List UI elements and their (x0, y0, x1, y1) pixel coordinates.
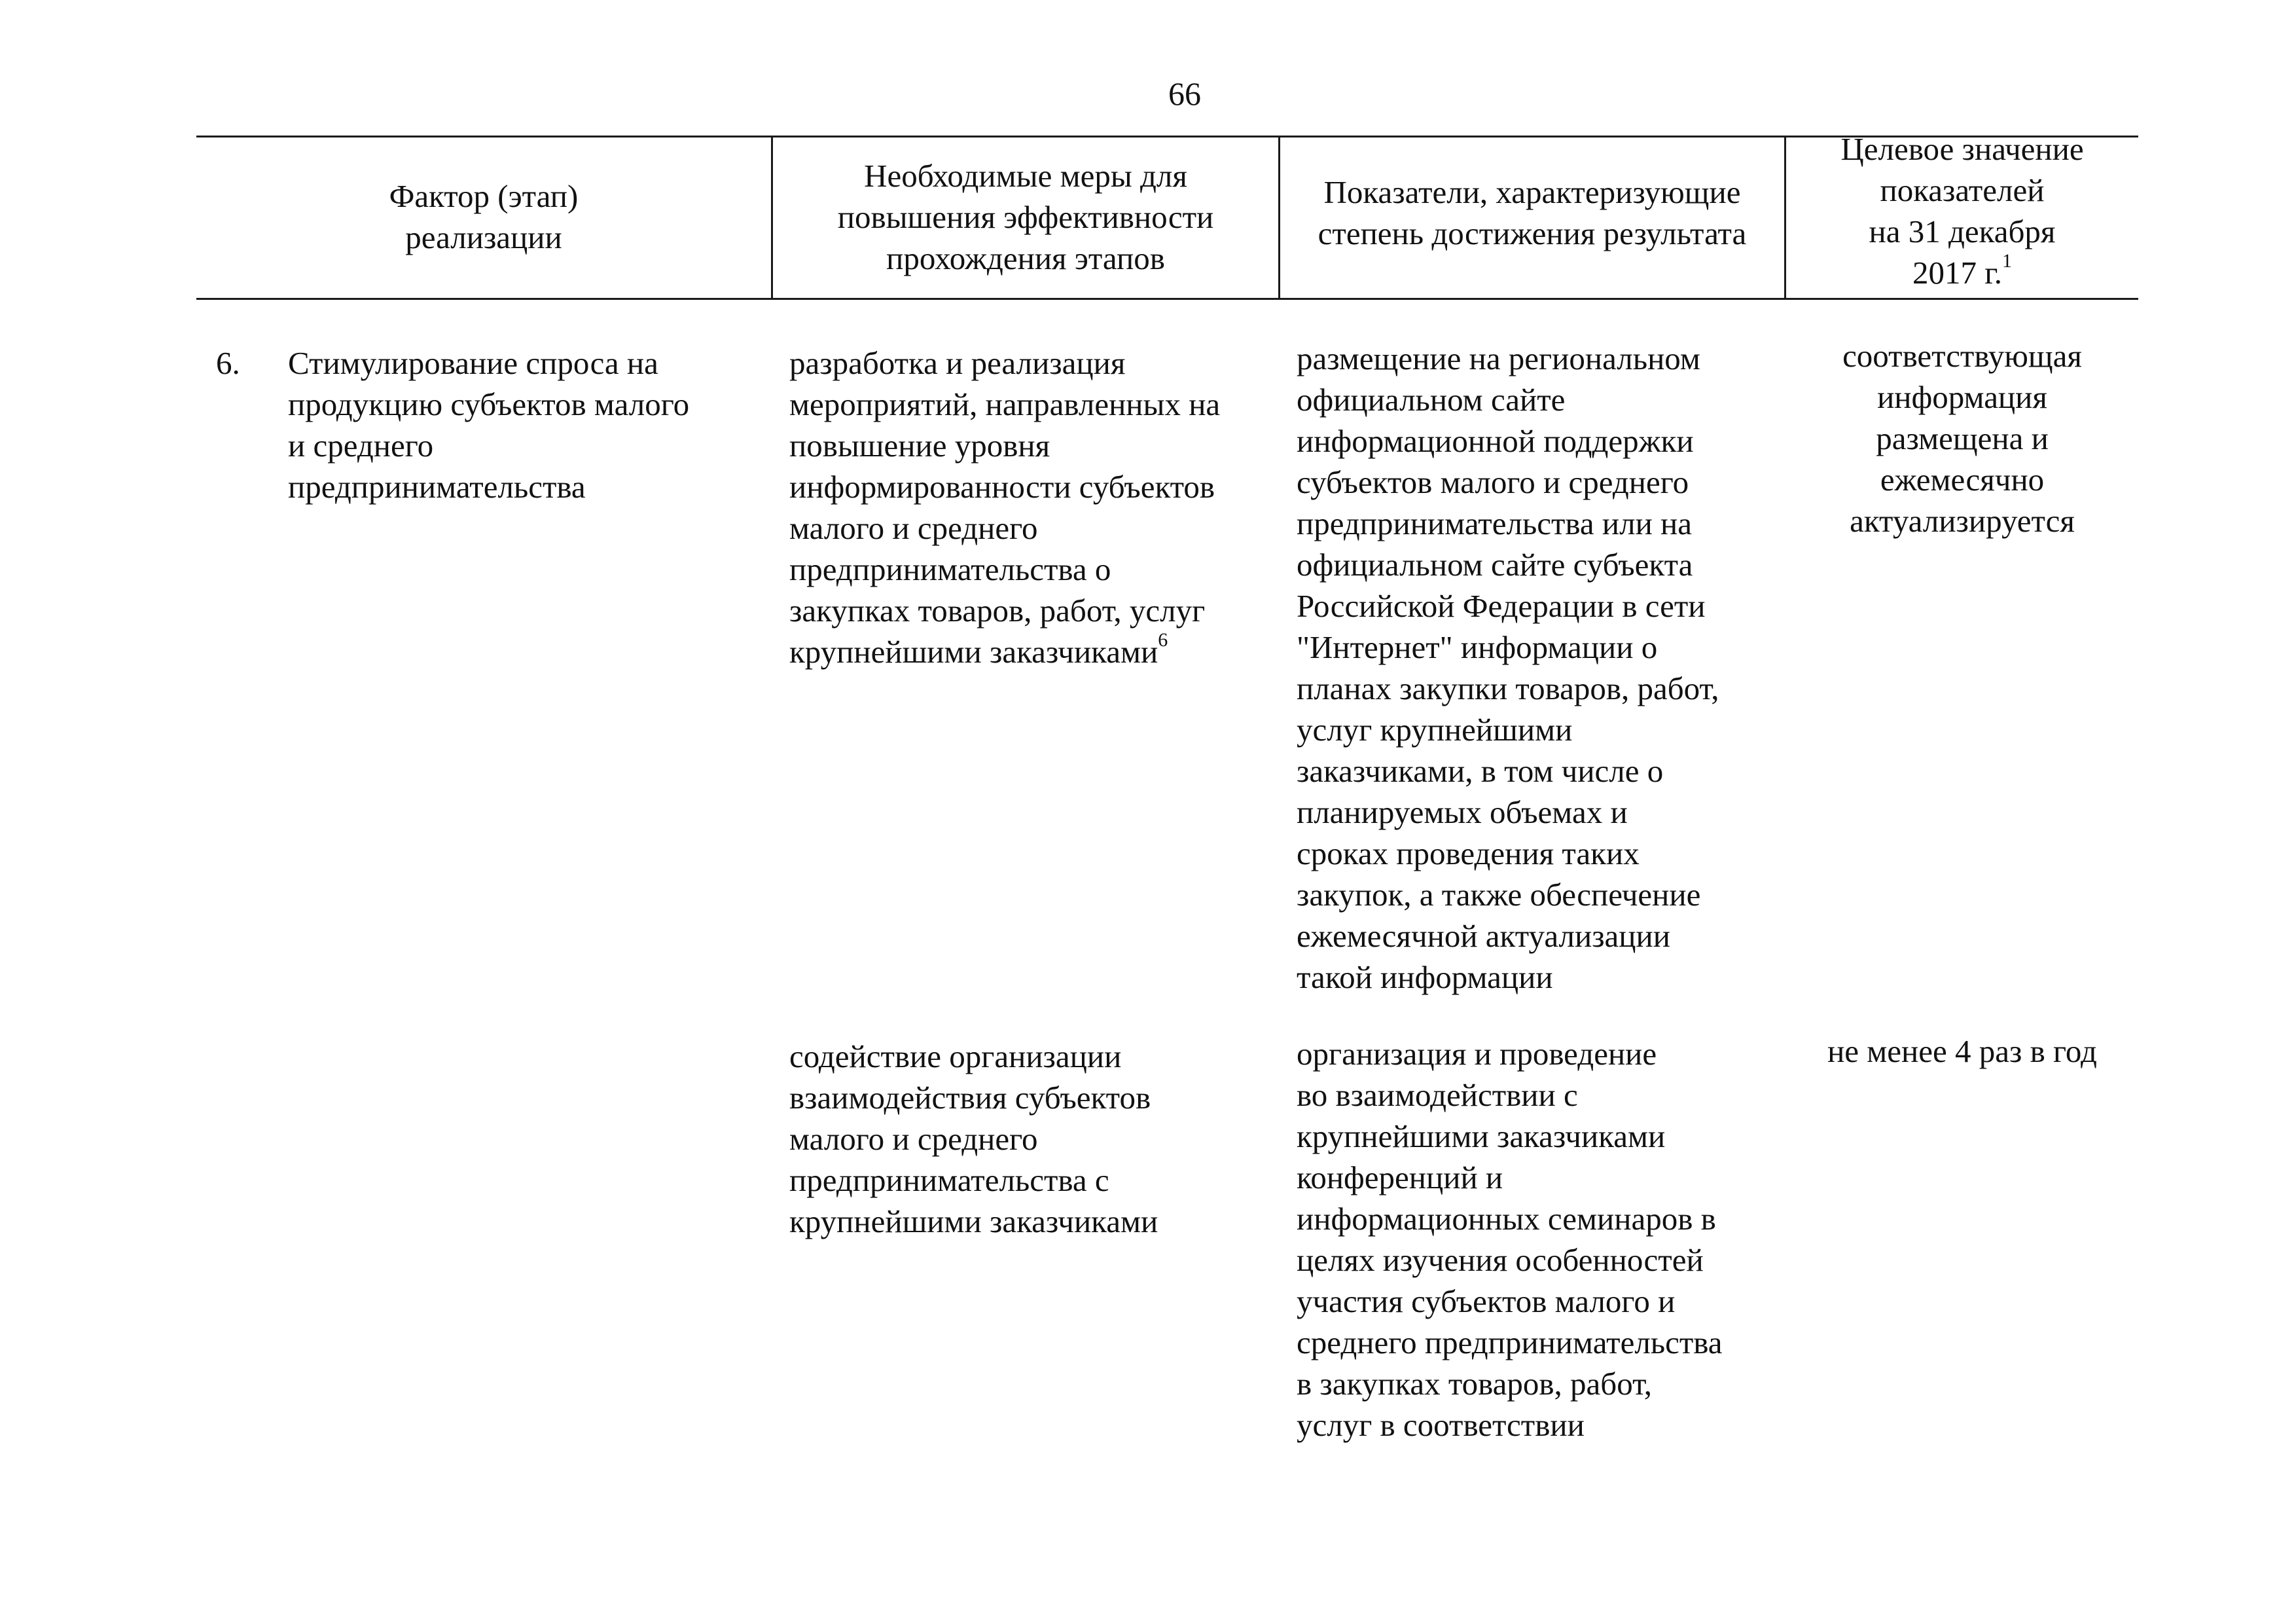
header-measures: Необходимые меры для повышения эффективности прохождения этапов (837, 158, 1214, 276)
footnote-marker: 6 (1158, 629, 1168, 651)
target-2-text: не менее 4 раз в год (1827, 1033, 2097, 1069)
header-factor: Фактор (этап) реализации (389, 178, 579, 255)
footnote-marker: 1 (2002, 249, 2013, 272)
page-number: 66 (1168, 75, 1201, 112)
measure-2-text: содействие организации взаимодействия субъектов малого и среднего предпринимательства с крупнейшими заказчиками (789, 1038, 1158, 1239)
factor-text: Стимулирование спроса на продукцию субъектов малого и среднего предпринимательства (288, 345, 690, 505)
indicator-2-text: организация и проведение во взаимодействии с крупнейшими заказчиками конференций и информационных семинаров в целях изучения особенностей участия субъектов малого и среднего предпринимательства в закупках товаров, работ, услуг в соответствии (1297, 1036, 1723, 1443)
measure-1-text: разработка и реализация мероприятий, направленных на повышение уровня информированности субъектов малого и среднего предпринимательства о закупках товаров, работ, услуг крупнейшими заказчиками$^6$ (789, 345, 1221, 670)
header-bottom-border (196, 298, 2138, 300)
target-1-text: соответствующая информация размещена и ежемесячно актуализируется (1842, 338, 2082, 539)
row-number: 6. (216, 345, 240, 381)
indicator-1-text: размещение на региональном официальном сайте информационной поддержки субъектов малого и среднего предпринимательства или на официальном сайте субъекта Российской Федерации в сети "Интернет" информации о планах закупки товаров, работ, услуг крупнейшими заказчиками, в том числе о планируемых объемах и сроках проведения таких закупок, а также обеспечение ежемесячной актуализации такой информации (1297, 340, 1719, 995)
header-target: Целевое значение показателей на 31 декабря 2017 г.$^1$ (1840, 131, 2084, 291)
header-indicators: Показатели, характеризующие степень достижения результата (1318, 174, 1747, 251)
